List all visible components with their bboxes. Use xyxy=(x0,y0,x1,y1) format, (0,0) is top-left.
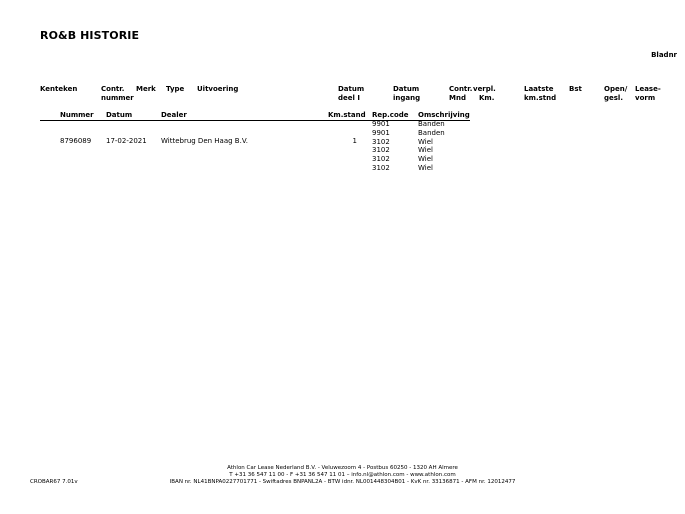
col-bst: Bst xyxy=(569,85,582,93)
col-type: Type xyxy=(166,85,185,93)
repair-code: 3102 xyxy=(372,137,390,146)
repair-code: 9901 xyxy=(372,120,390,128)
entry-kmstand: 1 xyxy=(352,137,357,145)
col-omschrijving: Omschrijving xyxy=(418,111,470,119)
repair-code: 3102 xyxy=(372,155,390,164)
list-item xyxy=(372,163,433,173)
col-contr-nummer: Contr. nummer xyxy=(101,85,134,102)
footer-address: Athlon Car Lease Nederland B.V. - Veluwezoom 4 - Postbus 60250 - 1320 AH Almere xyxy=(227,465,458,471)
page-number-label: Bladnr xyxy=(651,51,677,59)
col-contr-mnd: Contr. Mnd xyxy=(449,85,473,102)
col-datum: Datum xyxy=(106,111,133,119)
footer-bank: IBAN nr. NL41BNPA0227701771 - Swiftadres BNPANL2A - BTW idnr. NL001448304B01 - KvK nr. 33136871 - AFM nr. 12012477 xyxy=(169,479,516,485)
repair-code: 3102 xyxy=(372,163,390,172)
col-uitvoering: Uitvoering xyxy=(197,85,239,93)
entry-datum: 17-02-2021 xyxy=(106,137,147,145)
col-kenteken: Kenteken xyxy=(40,85,78,93)
page-title: RO&B HISTORIE xyxy=(40,29,140,42)
col-lease-vorm: Lease- vorm xyxy=(635,85,661,102)
entry-dealer: Wittebrug Den Haag B.V. xyxy=(161,137,248,145)
footer-contact: T +31 36 547 11 00 - F +31 36 547 11 01 – info.nl@athlon.com - www.athlon.com xyxy=(229,472,456,478)
col-nummer: Nummer xyxy=(60,111,94,119)
repair-description: Wiel xyxy=(418,163,433,172)
repair-description: Banden xyxy=(418,128,445,137)
col-kmstand: Km.stand xyxy=(328,111,366,119)
repair-description: Wiel xyxy=(418,155,433,164)
col-datum-deel: Datum deel I xyxy=(338,85,365,102)
repair-code: 9901 xyxy=(372,128,390,137)
repair-description: Wiel xyxy=(418,137,433,146)
entry-nummer: 8796089 xyxy=(60,137,92,145)
col-dealer: Dealer xyxy=(161,111,187,119)
repair-description: Banden xyxy=(418,120,445,128)
repair-list xyxy=(372,120,445,173)
col-datum-ingang: Datum ingang xyxy=(393,85,421,102)
form-code: CROBAR67 7.01v xyxy=(30,479,78,485)
list-item xyxy=(372,146,433,155)
list-item xyxy=(372,155,433,164)
repair-description: Wiel xyxy=(418,146,433,155)
col-verpl-km: verpl. Km. xyxy=(473,85,496,102)
list-item xyxy=(372,120,445,129)
col-open-gesl: Open/ gesl. xyxy=(604,85,628,102)
repair-code: 3102 xyxy=(372,146,390,155)
col-repcode: Rep.code xyxy=(372,111,409,119)
list-item xyxy=(372,128,445,138)
header-divider xyxy=(40,120,470,121)
list-item xyxy=(372,137,433,147)
col-merk: Merk xyxy=(136,85,156,93)
col-laatste-kmstnd: Laatste km.stnd xyxy=(524,85,557,102)
